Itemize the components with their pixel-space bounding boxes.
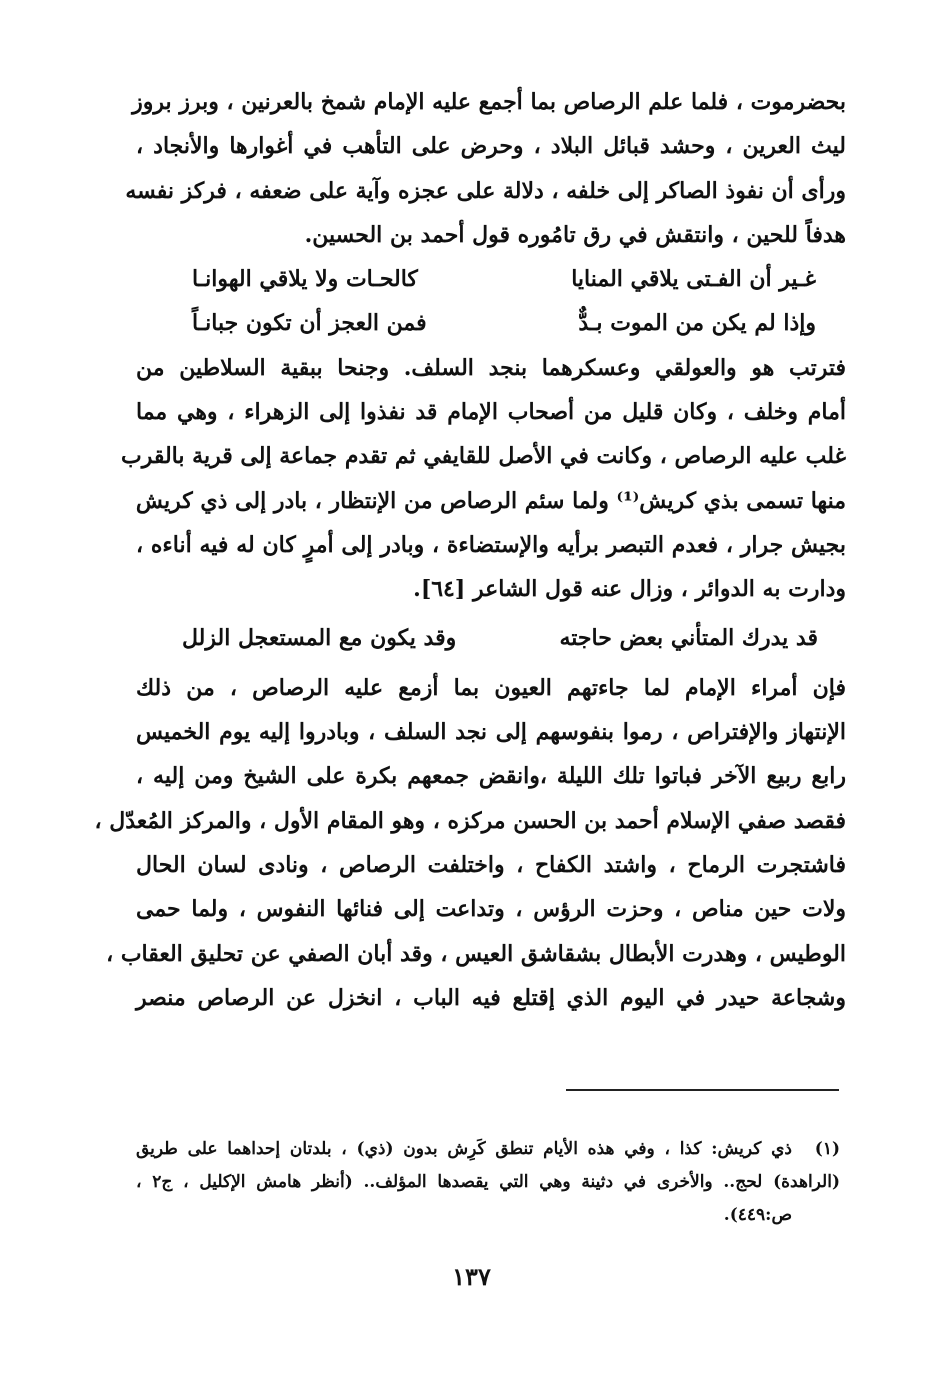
text-line: رابع ربيع الآخر فباتوا تلك الليلة ،وانقض جمعهم بكرة على الشيخ ومن إليه ، [136, 763, 846, 790]
text-line: بحضرموت ، فلما علم الرصاص بما أجمع عليه الإمام شمخ بالعرنين ، وبرز بروز [132, 89, 846, 115]
footnote-divider [566, 1089, 839, 1091]
verse-first-hemistich: غـير أن الفـتى يلاقي المنايا [571, 266, 816, 293]
page-number: ١٣٧ [452, 1262, 491, 1291]
verse-first-hemistich: وإذا لم يكن من الموت بـدٌّ [578, 310, 816, 337]
main-text [94, 80, 846, 1020]
footnote-text: ص:٤٤٩). [723, 1205, 792, 1225]
text-line: الوطيس ، وهدرت الأبطال بشقاشق العيس ، وقد أبان الصفي عن تحليق العقاب ، [106, 940, 846, 967]
text-line: ورأى أن نفوذ الصاكر إلى خلفه ، دلالة على عجزه وآية على ضعفه ، فركز نفسه [125, 177, 846, 204]
text-line: ليث العرين ، وحشد قبائل البلاد ، وحرض على التأهب في أغوارها والأنجاد ، [136, 133, 846, 160]
poem-verse [136, 257, 846, 301]
text-line: ودارت به الدوائر ، وزال عنه قول الشاعر [٦٤]. [413, 576, 846, 603]
verse-first-hemistich: قد يدرك المتأني بعض حاجته [559, 624, 818, 651]
text-line: فاشتجرت الرماح ، واشتد الكفاح ، واختلفت الرصاص ، ونادى لسان الحال [136, 852, 846, 879]
footnote-text: ذي كريش: كذا ، وفي هذه الأيام تنطق كَرِش بدون (ذي) ، بلدتان إحداهما على طريق [136, 1139, 792, 1159]
footnote [136, 1133, 840, 1232]
text-line: فإن أمراء الإمام لما جاءتهم العيون بما أزمع عليه الرصاص ، من ذلك [136, 674, 846, 701]
footnote-line [136, 1199, 840, 1232]
text-line: بجيش جرار ، فعدم التبصر برأيه والإستضاءة ، وبادر إلى أمرٍ كان له فيه أناءه ، [136, 531, 846, 558]
text-line: أمام وخلف ، وكان قليل من أصحاب الإمام قد نفذوا إلى الزهراء ، وهي مما [136, 399, 846, 426]
text-line: فقصد صفي الإسلام أحمد بن الحسن مركزه ، وهو المقام الأول ، والمركز المُعدّل ، [94, 807, 846, 834]
poem-verse [136, 301, 846, 345]
text-line: غلب عليه الرصاص ، وكانت في الأصل للقايفي ثم تقدم جماعة إلى قرية بالقرب [121, 443, 846, 470]
text-line: منها تسمى بذي كريش⁽¹⁾ ولما سئم الرصاص من الإنتظار ، بادر إلى ذي كريش [135, 487, 846, 514]
footnote-text: (الراهدة) لحج.. والأخرى في دثينة وهي التي يقصدها المؤلف.. (أنظر هامش الإكليل ، ج٢ ، [136, 1172, 840, 1192]
verse-second-hemistich: وقد يكون مع المستعجل الزلل [182, 624, 457, 651]
verse-second-hemistich: كالحـات ولا يلاقي الهوانـا [192, 266, 418, 293]
footnote-line [136, 1166, 840, 1199]
footnote-number: (١) [814, 1139, 840, 1159]
text-line: فترتب هو والعولقي وعسكرهما بنجد السلف. وجنحا ببقية السلاطين من [136, 354, 846, 381]
poem-verse [136, 616, 846, 660]
verse-second-hemistich: فمن العجز أن تكون جبانـاً [192, 310, 427, 337]
text-line: ولات حين مناص ، وحزت الرؤس ، وتداعت إلى فنائها النفوس ، ولما حمى [136, 896, 846, 923]
text-line: الإنتهاز والإفتراص ، رموا بنفوسهم إلى نجد السلف ، وبادروا إليه يوم الخميس [136, 719, 846, 746]
footnote-line [136, 1133, 840, 1166]
text-line: هدفاً للحين ، وانتقش في رق تامُوره قول أحمد بن الحسين. [304, 221, 846, 248]
text-line: وشجاعة حيدر في اليوم الذي إقتلع فيه الباب ، انخزل عن الرصاص منصر [136, 984, 846, 1011]
